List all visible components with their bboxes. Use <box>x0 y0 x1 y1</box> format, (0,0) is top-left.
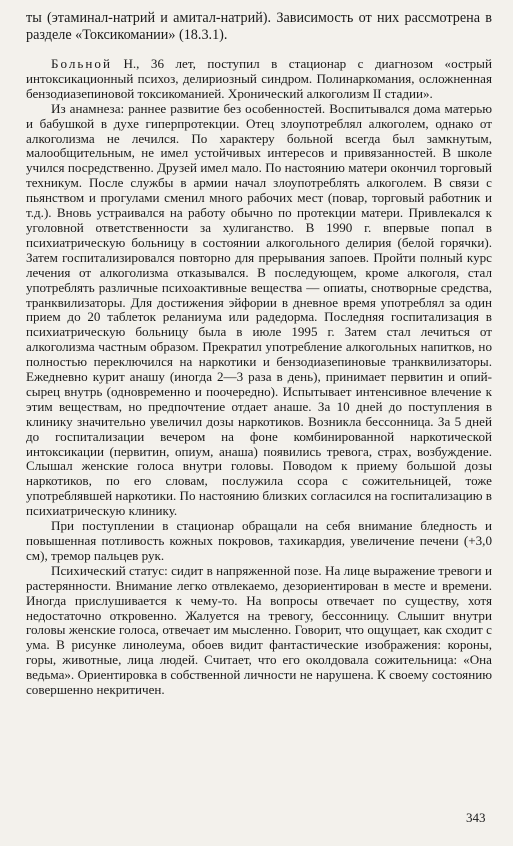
page-body <box>26 10 492 698</box>
mental-status-paragraph: Психический статус: сидит в напряженной позе. На лице выражение тревоги и растерянности. Внимание легко отвлекаемо, дезориентирован в месте и времени. Иногда прислушивается к чему-то. На вопросы отвечает по существу, хотя недостаточно откровенно. Жалуется на тревогу, бессонницу. Слышит внутри головы женские голоса, отвечает им мысленно. Говорит, что ощущает, как сходит с ума. В рисунке линолеума, обоев видит фантастические изображения: короны, горы, животные, лица людей. Считает, что его околдовала сожительница: «Она ведьма». Ориентировка в собственной личности не нарушена. К своему состоянию совершенно некритичен. <box>26 562 492 698</box>
case-text: Н., 36 лет, поступил в стационар с диагнозом «острый интоксикационный психоз, делириозный синдром. Полинаркомания, осложненная бензодиазепиновой токсикоманией. Хронический алкоголизм II стадии». <box>26 56 492 101</box>
admission-paragraph: При поступлении в стационар обращали на себя внимание бледность и повышенная потливость кожных покровов, тахикардия, увеличение печени (+3,0 см), тремор пальцев рук. <box>26 518 492 563</box>
anamnesis-paragraph: Из анамнеза: раннее развитие без особенностей. Воспитывался дома матерью и бабушкой в духе гиперпротекции. Отец злоупотреблял алкоголем, однако от алкоголизма не лечился. По характеру больной всегда был замкнутым, малообщительным, не имел устойчивых интересов и привязанностей. В школе учился посредственно. Друзей имел мало. По настоянию матери окончил торговый техникум. После службы в армии начал злоупотреблять алкоголем. В связи с пьянством и прогулами сменил много рабочих мест (повар, торговый работник и т.д.). Вновь устраивался на работу обычно по протекции матери. Привлекался к уголовной ответственности за хулиганство. В 1990 г. впервые попал в психиатрическую больницу в состоянии алкогольного делирия (белой горячки). Затем госпитализировался повторно для прерывания запоев. Пройти полный курс лечения от алкоголизма отказывался. В последующем, кроме алкоголя, стал употреблять различные психоактивные вещества — опиаты, снотворные средства, транквилизаторы. Для достижения эйфории в дневное время употреблял за один прием до 20 таблеток реланиума или радедорма. Последняя госпитализация в психиатрическую больницу была в июле 1995 г. Затем стал лечиться от алкоголизма частным образом. Прекратил употребление алкогольных напитков, но полностью переключился на наркотики и бензодиазепиновые транквилизаторы. Ежедневно курит анашу (иногда 2—3 раза в день), принимает первитин и опий-сырец внутрь (одновременно и поочередно). Испытывает интенсивное влечение к этим веществам, но предпочтение отдает анаше. За 10 дней до поступления в клинику значительно увеличил дозы наркотиков. Возникла бессонница. За 5 дней до госпитализации вечером на фоне комбинированной наркотической интоксикации (первитин, опиум, анаша) появились тревога, страх, возбуждение. Слышал женские голоса внутри головы. Поводом к приему большой дозы наркотиков, по его словам, послужила ссора с сожительницей, тоже употреблявшей наркотики. По настоянию близких согласился на госпитализацию в психиатрическую клинику. <box>26 100 492 519</box>
page-number: 343 <box>466 810 486 825</box>
case-paragraph <box>26 57 492 102</box>
patient-label: Больной <box>51 56 112 71</box>
intro-paragraph: ты (этаминал-натрий и амитал-натрий). Зависимость от них рассмотрена в разделе «Токсикомании» (18.3.1). <box>26 10 492 43</box>
